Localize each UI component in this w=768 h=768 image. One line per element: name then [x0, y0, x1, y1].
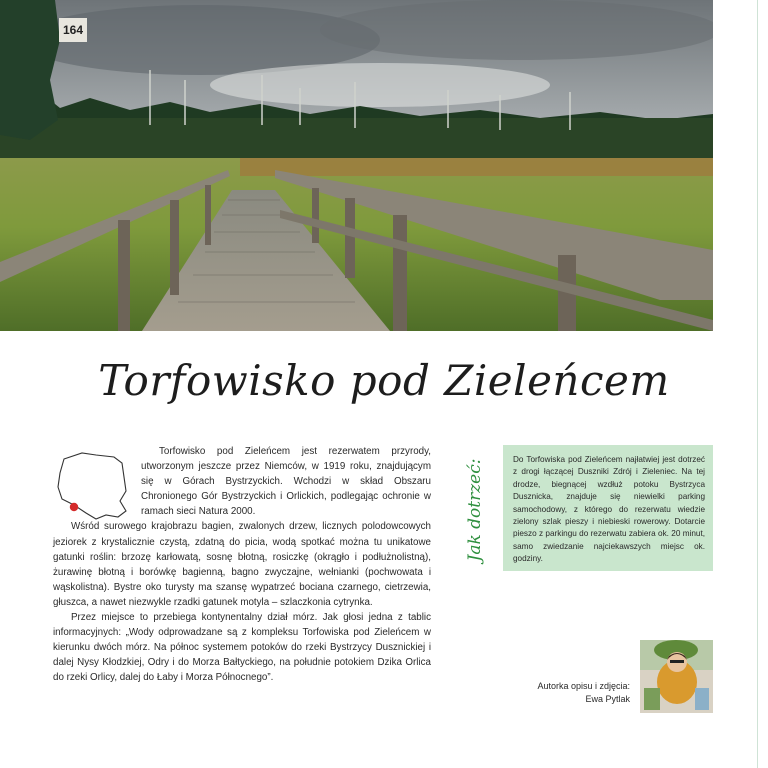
article-body	[53, 444, 431, 686]
author-credit	[520, 680, 630, 706]
article-paragraph: Torfowisko pod Zieleńcem jest rezerwatem przyrody, utworzonym jeszcze przez Niemców, w 1919 roku, znajdującym się w Górach Bystrzyckich. Wchodzi w skład Obszaru Chronionego Gór Bystrzyckich i Orlickich, podlegając ochronie w ramach sieci Natura 2000.	[141, 446, 431, 518]
header-photo-boardwalk	[0, 0, 713, 331]
author-name: Ewa Pytlak	[585, 694, 630, 704]
page-number: 164	[59, 18, 87, 42]
how-to-get-label: Jak dotrzeć:	[465, 458, 485, 562]
article-paragraph: Przez miejsce to przebiega kontynentalny dział mórz. Jak głosi jedna z tablic informacyjnych: „Wody odprowadzane są z kompleksu Torfowiska pod Zieleńcem w kierunku dwóch mórz. Na północ systemem potoków do rzeki Bystrzycy Dusznickiej i dalej Nysy Kłodzkiej, Odry i do Morza Bałtyckiego, na południe potokiem Dzika Orlica do rzeki Orlicy, dalej do Łaby i Morza Północnego”.	[53, 612, 431, 684]
directions-text: Do Torfowiska pod Zieleńcem najłatwiej jest dotrzeć z drogi łączącej Duszniki Zdrój i Zieleniec. Na tej drodze, biegnącej wzdłuż potoku Bystrzyca Dusznicka, znajduje się niewielki parking samochodowy, z którego do rezerwatu wiedzie zielony szlak pieszy i niebieski rowerowy. Dotarcie pieszo z parkingu do rezerwatu zabiera ok. 20 minut, samo zwiedzanie najciekawszych miejsc ok. godziny.	[513, 455, 705, 564]
article-paragraph: Wśród surowego krajobrazu bagien, zwalonych drzew, licznych polodowcowych jeziorek z krystalicznie czystą, zdatną do picia, wodą spotkać można tu unikatowe gatunki roślin: brzozę karłowatą, sosnę błotną, rosiczkę (okrągło i podłużnolistną), żurawinę błotną i borówkę bagienną, bagno zwyczajne, wełnianki (pochwowata i wąskolistna). Bystre oko turysty ma szansę wypatrzeć bociana czarnego, cietrzewia, głuszca, a nawet niezwykle rzadki gatunek motyla – szlaczkonia cytrynka.	[53, 521, 431, 608]
page-title: Torfowisko pod Zieleńcem	[98, 356, 670, 405]
author-photo	[640, 640, 713, 713]
directions-box	[503, 445, 713, 571]
author-credit-label: Autorka opisu i zdjęcia:	[537, 681, 630, 691]
